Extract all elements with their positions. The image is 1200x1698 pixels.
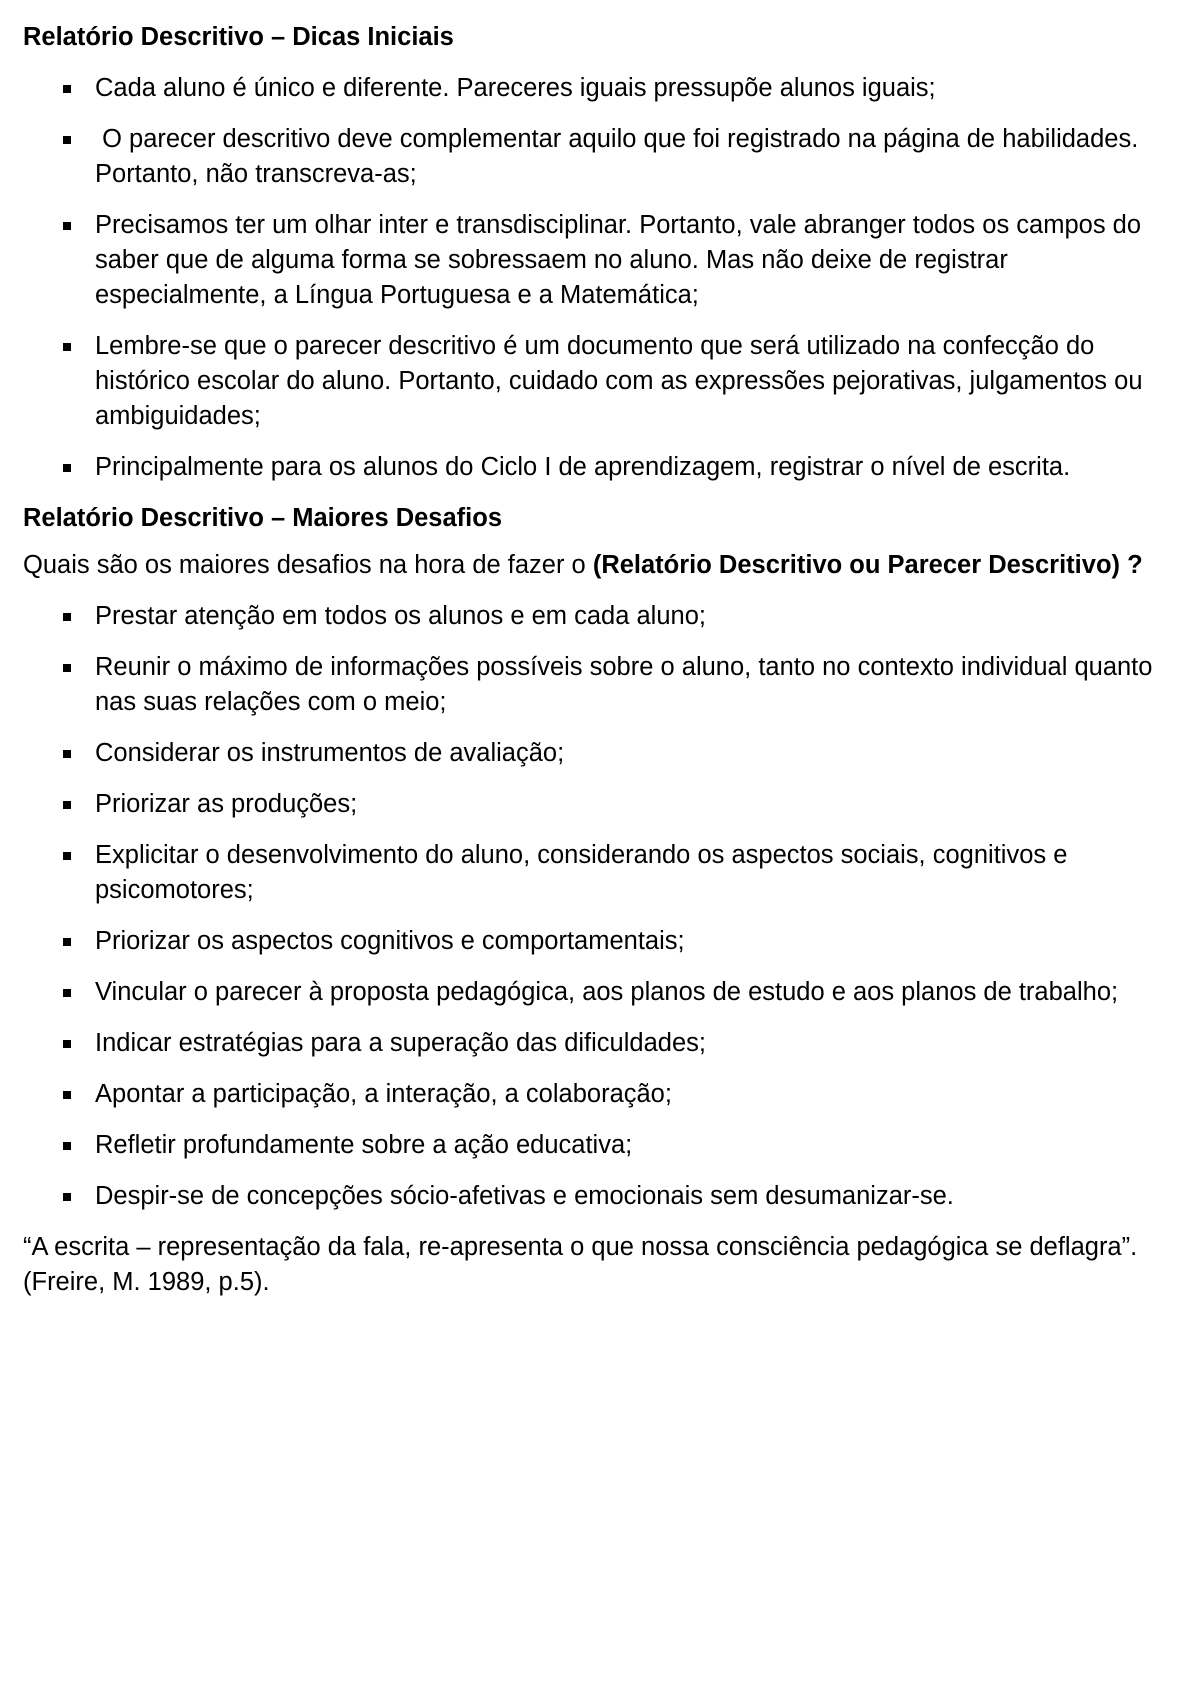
square-bullet-icon bbox=[63, 613, 71, 621]
list-item bbox=[23, 599, 1183, 634]
square-bullet-icon bbox=[63, 989, 71, 997]
list-item-text: Reunir o máximo de informações possíveis sobre o aluno, tanto no contexto individual quanto nas suas relações com o meio; bbox=[95, 653, 1153, 716]
list-item bbox=[23, 1077, 1183, 1112]
list-item bbox=[23, 122, 1183, 192]
list-item bbox=[23, 787, 1183, 822]
list-item-text: Vincular o parecer à proposta pedagógica, aos planos de estudo e aos planos de trabalho; bbox=[95, 978, 1119, 1006]
section-title-dicas-iniciais: Relatório Descritivo – Dicas Iniciais bbox=[23, 23, 454, 51]
square-bullet-icon bbox=[63, 464, 71, 472]
list-item-text: Indicar estratégias para a superação das dificuldades; bbox=[95, 1029, 706, 1057]
list-item-text: Priorizar as produções; bbox=[95, 790, 358, 818]
square-bullet-icon bbox=[63, 1142, 71, 1150]
list-item-text: O parecer descritivo deve complementar aquilo que foi registrado na página de habilidades. Portanto, não transcreva-as; bbox=[95, 125, 1146, 188]
list-item bbox=[23, 450, 1183, 485]
list-item-text: Explicitar o desenvolvimento do aluno, considerando os aspectos sociais, cognitivos e psicomotores; bbox=[95, 841, 1068, 904]
list-item bbox=[23, 208, 1183, 313]
square-bullet-icon bbox=[63, 1091, 71, 1099]
list-item-text: Apontar a participação, a interação, a colaboração; bbox=[95, 1080, 672, 1108]
list-item bbox=[23, 71, 1183, 106]
list-item-text: Cada aluno é único e diferente. Pareceres iguais pressupõe alunos iguais; bbox=[95, 74, 936, 102]
list-item-text: Prestar atenção em todos os alunos e em cada aluno; bbox=[95, 602, 706, 630]
list-item-text: Principalmente para os alunos do Ciclo I de aprendizagem, registrar o nível de escrita. bbox=[95, 453, 1071, 481]
square-bullet-icon bbox=[63, 343, 71, 351]
list-item bbox=[23, 650, 1183, 720]
square-bullet-icon bbox=[63, 938, 71, 946]
challenges-list bbox=[23, 599, 1183, 1214]
list-item bbox=[23, 736, 1183, 771]
citation-quote: “A escrita – representação da fala, re-apresenta o que nossa consciência pedagógica se deflagra”. (Freire, M. 1989, p.5). bbox=[23, 1233, 1138, 1296]
list-item-text: Lembre-se que o parecer descritivo é um documento que será utilizado na confecção do histórico escolar do aluno. Portanto, cuidado com as expressões pejorativas, julgamentos ou ambiguidades; bbox=[95, 332, 1143, 430]
list-item bbox=[23, 329, 1183, 434]
square-bullet-icon bbox=[63, 85, 71, 93]
list-item bbox=[23, 1128, 1183, 1163]
square-bullet-icon bbox=[63, 664, 71, 672]
list-item bbox=[23, 1026, 1183, 1061]
question-text: Quais são os maiores desafios na hora de fazer o bbox=[23, 551, 593, 579]
challenges-question bbox=[23, 548, 1183, 583]
square-bullet-icon bbox=[63, 801, 71, 809]
list-item-text: Refletir profundamente sobre a ação educativa; bbox=[95, 1131, 633, 1159]
list-item-text: Considerar os instrumentos de avaliação; bbox=[95, 739, 565, 767]
list-item bbox=[23, 975, 1183, 1010]
question-bold-text: (Relatório Descritivo ou Parecer Descritivo) ? bbox=[592, 551, 1143, 579]
square-bullet-icon bbox=[63, 222, 71, 230]
square-bullet-icon bbox=[63, 750, 71, 758]
square-bullet-icon bbox=[63, 1040, 71, 1048]
list-item-text: Precisamos ter um olhar inter e transdisciplinar. Portanto, vale abranger todos os campos do saber que de alguma forma se sobressaem no aluno. Mas não deixe de registrar especialmente, a Língua Portuguesa e a Matemática; bbox=[95, 211, 1142, 309]
list-item bbox=[23, 1179, 1183, 1214]
document-page bbox=[23, 20, 1183, 1300]
list-item-text: Priorizar os aspectos cognitivos e comportamentais; bbox=[95, 927, 685, 955]
list-item bbox=[23, 838, 1183, 908]
tips-list bbox=[23, 71, 1183, 485]
list-item-text: Despir-se de concepções sócio-afetivas e emocionais sem desumanizar-se. bbox=[95, 1182, 954, 1210]
square-bullet-icon bbox=[63, 852, 71, 860]
section-title-maiores-desafios: Relatório Descritivo – Maiores Desafios bbox=[23, 504, 503, 532]
list-item bbox=[23, 924, 1183, 959]
square-bullet-icon bbox=[63, 136, 71, 144]
square-bullet-icon bbox=[63, 1193, 71, 1201]
